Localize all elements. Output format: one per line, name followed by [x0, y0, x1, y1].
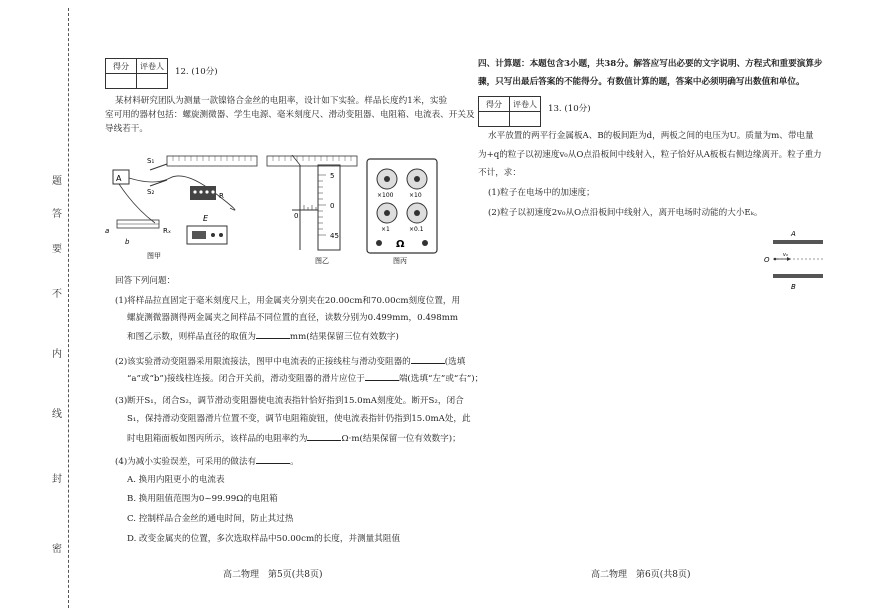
switch-s2-icon — [150, 180, 167, 186]
binding-char: 线 — [52, 409, 62, 420]
question-text: 水平放置的两平行金属板A、B的板间距为d，两板之间的电压为U。质量为m、带电量 — [488, 131, 814, 141]
figure-bing-caption: 图丙 — [393, 257, 407, 265]
score-label: 得分 — [479, 97, 510, 112]
sub-question-1: (1)粒子在电场中的加速度； — [488, 188, 595, 198]
micrometer-tick-5: 5 — [330, 172, 335, 180]
micrometer-tick-45: 45 — [330, 232, 339, 240]
plate-b-label: B — [791, 283, 796, 290]
ohm-symbol: Ω — [396, 239, 405, 250]
binding-margin — [0, 0, 80, 615]
q3-line: 时电阻箱面板如图丙所示，该样品的电阻率约为 Ω·m(结果保留一位有效数字)； — [127, 434, 461, 444]
grader-label: 评卷人 — [137, 59, 168, 74]
knob-x100-label: ×100 — [377, 192, 394, 199]
score-table — [105, 58, 168, 89]
page-footer: 高二物理 第6页(共8页) — [591, 570, 691, 580]
option-c: C. 控制样品合金丝的通电时间，防止其过热 — [127, 514, 294, 524]
grader-cell[interactable] — [510, 112, 541, 127]
binding-char: 答 — [52, 209, 62, 220]
q3-answer-blank[interactable] — [307, 432, 341, 441]
question-number: 13. (10分) — [548, 104, 591, 114]
terminal-icon — [376, 240, 382, 246]
binding-char: 封 — [52, 474, 62, 485]
terminal-a-label: a — [105, 227, 110, 235]
score-label: 得分 — [106, 59, 137, 74]
knob-x01-label: ×0.1 — [409, 226, 424, 233]
ammeter-label: A — [116, 174, 122, 183]
section-heading: 四、计算题：本题包含3小题，共38分。解答应写出必要的文字说明、方程式和重要演算步 — [478, 59, 823, 69]
terminal-b-label: b — [125, 238, 130, 246]
q1-line: 和图乙示数，则样品直径的取值为 mm(结果保留三位有效数字) — [127, 332, 399, 342]
knob-x10-label: ×10 — [409, 192, 422, 199]
terminal-icon — [422, 240, 428, 246]
point-o-label: O — [764, 256, 770, 264]
resistance-box-label: R — [219, 192, 224, 200]
q2-answer-blank-2[interactable] — [365, 372, 399, 381]
emf-label: E — [203, 214, 209, 223]
sample-label: Rₓ — [163, 227, 171, 235]
micrometer-tick-0: 0 — [330, 202, 335, 210]
figure-bing-resistance-box — [365, 157, 440, 265]
intro-line: 室可用的器材包括：螺旋测微器、学生电源、毫米刻度尺、滑动变阻器、电阻箱、电流表、开关及 — [105, 110, 475, 120]
q1-line: (1)将样品拉直固定于毫米刻度尺上，用金属夹分别夹在20.00cm和70.00cm刻度位置，用 — [115, 296, 461, 306]
binding-char: 密 — [52, 544, 62, 555]
intro-line: 导线若干。 — [105, 124, 148, 134]
binding-char: 要 — [52, 244, 62, 255]
switch-s1-label: S₁ — [147, 157, 155, 165]
q2-line: (2)该实验滑动变阻器采用限流接法，图甲中电流表的正接线柱与滑动变阻器的 (选填 — [115, 357, 466, 367]
q3-line: (3)断开S₁，闭合S₂，调节滑动变阻器使电流表指针恰好指到15.0mA刻度处。断开S₂，闭合 — [115, 396, 464, 406]
question-number: 12. (10分) — [175, 67, 218, 77]
q1-line: 螺旋测微器测得两金属夹之间样品不同位置的直径，读数分别为0.499mm，0.498mm — [127, 313, 459, 323]
q3-line: S₁，保持滑动变阻器滑片位置不变，调节电阻箱旋钮，使电流表指针仍指到15.0mA处，此 — [127, 414, 471, 424]
q2-answer-blank-1[interactable] — [411, 355, 445, 364]
page-footer: 高二物理 第5页(共8页) — [223, 570, 323, 580]
question-text: 为+q的粒子以初速度v₀从O点沿板间中线射入，粒子恰好从A板板右侧边缘离开。粒子重力 — [478, 150, 822, 160]
velocity-label: v₀ — [783, 252, 788, 258]
option-a: A. 换用内阻更小的电流表 — [127, 475, 225, 485]
knob-x1-label: ×1 — [381, 226, 390, 233]
figure-yi-caption: 图乙 — [315, 257, 329, 265]
binding-char: 内 — [52, 349, 62, 360]
plate-b — [773, 274, 823, 278]
grader-label: 评卷人 — [510, 97, 541, 112]
figure-jia-caption: 图甲 — [147, 252, 161, 260]
plate-a-label: A — [791, 230, 796, 238]
score-cell[interactable] — [479, 112, 510, 127]
q1-answer-blank[interactable] — [256, 330, 290, 339]
grader-cell[interactable] — [137, 74, 168, 89]
question-text: 不计，求： — [478, 168, 521, 178]
parallel-plates-diagram — [763, 228, 828, 290]
q2-line: “a”或“b”)接线柱连接。闭合开关前，滑动变阻器的滑片应位于 端(选填“左”或“右”)； — [127, 374, 484, 384]
figure-yi-micrometer — [290, 155, 370, 265]
option-b: B. 换用阻值范围为0~99.99Ω的电阻箱 — [127, 494, 278, 504]
answer-header: 回答下列问题： — [115, 276, 176, 286]
q4-answer-blank[interactable] — [256, 455, 290, 464]
sub-question-2: (2)粒子以初速度2v₀从O点沿板间中线射入，离开电场时动能的大小Eₖ。 — [488, 208, 763, 218]
meter-ruler — [165, 150, 260, 175]
micrometer-main-tick-0: 0 — [294, 212, 299, 220]
binding-dashed-line — [68, 8, 69, 608]
plate-a — [773, 240, 823, 244]
section-heading: 骤，只写出最后答案的不能得分。有数值计算的题，答案中必须明确写出数值和单位。 — [478, 77, 805, 87]
binding-char: 不 — [52, 289, 62, 300]
switch-s2-label: S₂ — [147, 188, 155, 196]
option-d: D. 改变金属夹的位置，多次选取样品中50.00cm的长度，并测量其阻值 — [127, 534, 401, 544]
q4-line: (4)为减小实验误差，可采用的做法有 。 — [115, 457, 299, 467]
score-cell[interactable] — [106, 74, 137, 89]
score-table — [478, 96, 541, 127]
binding-char: 题 — [52, 176, 62, 187]
intro-line: 某材料研究团队为测量一款镍铬合金丝的电阻率，设计如下实验。样品长度约1米，实验 — [115, 96, 448, 106]
